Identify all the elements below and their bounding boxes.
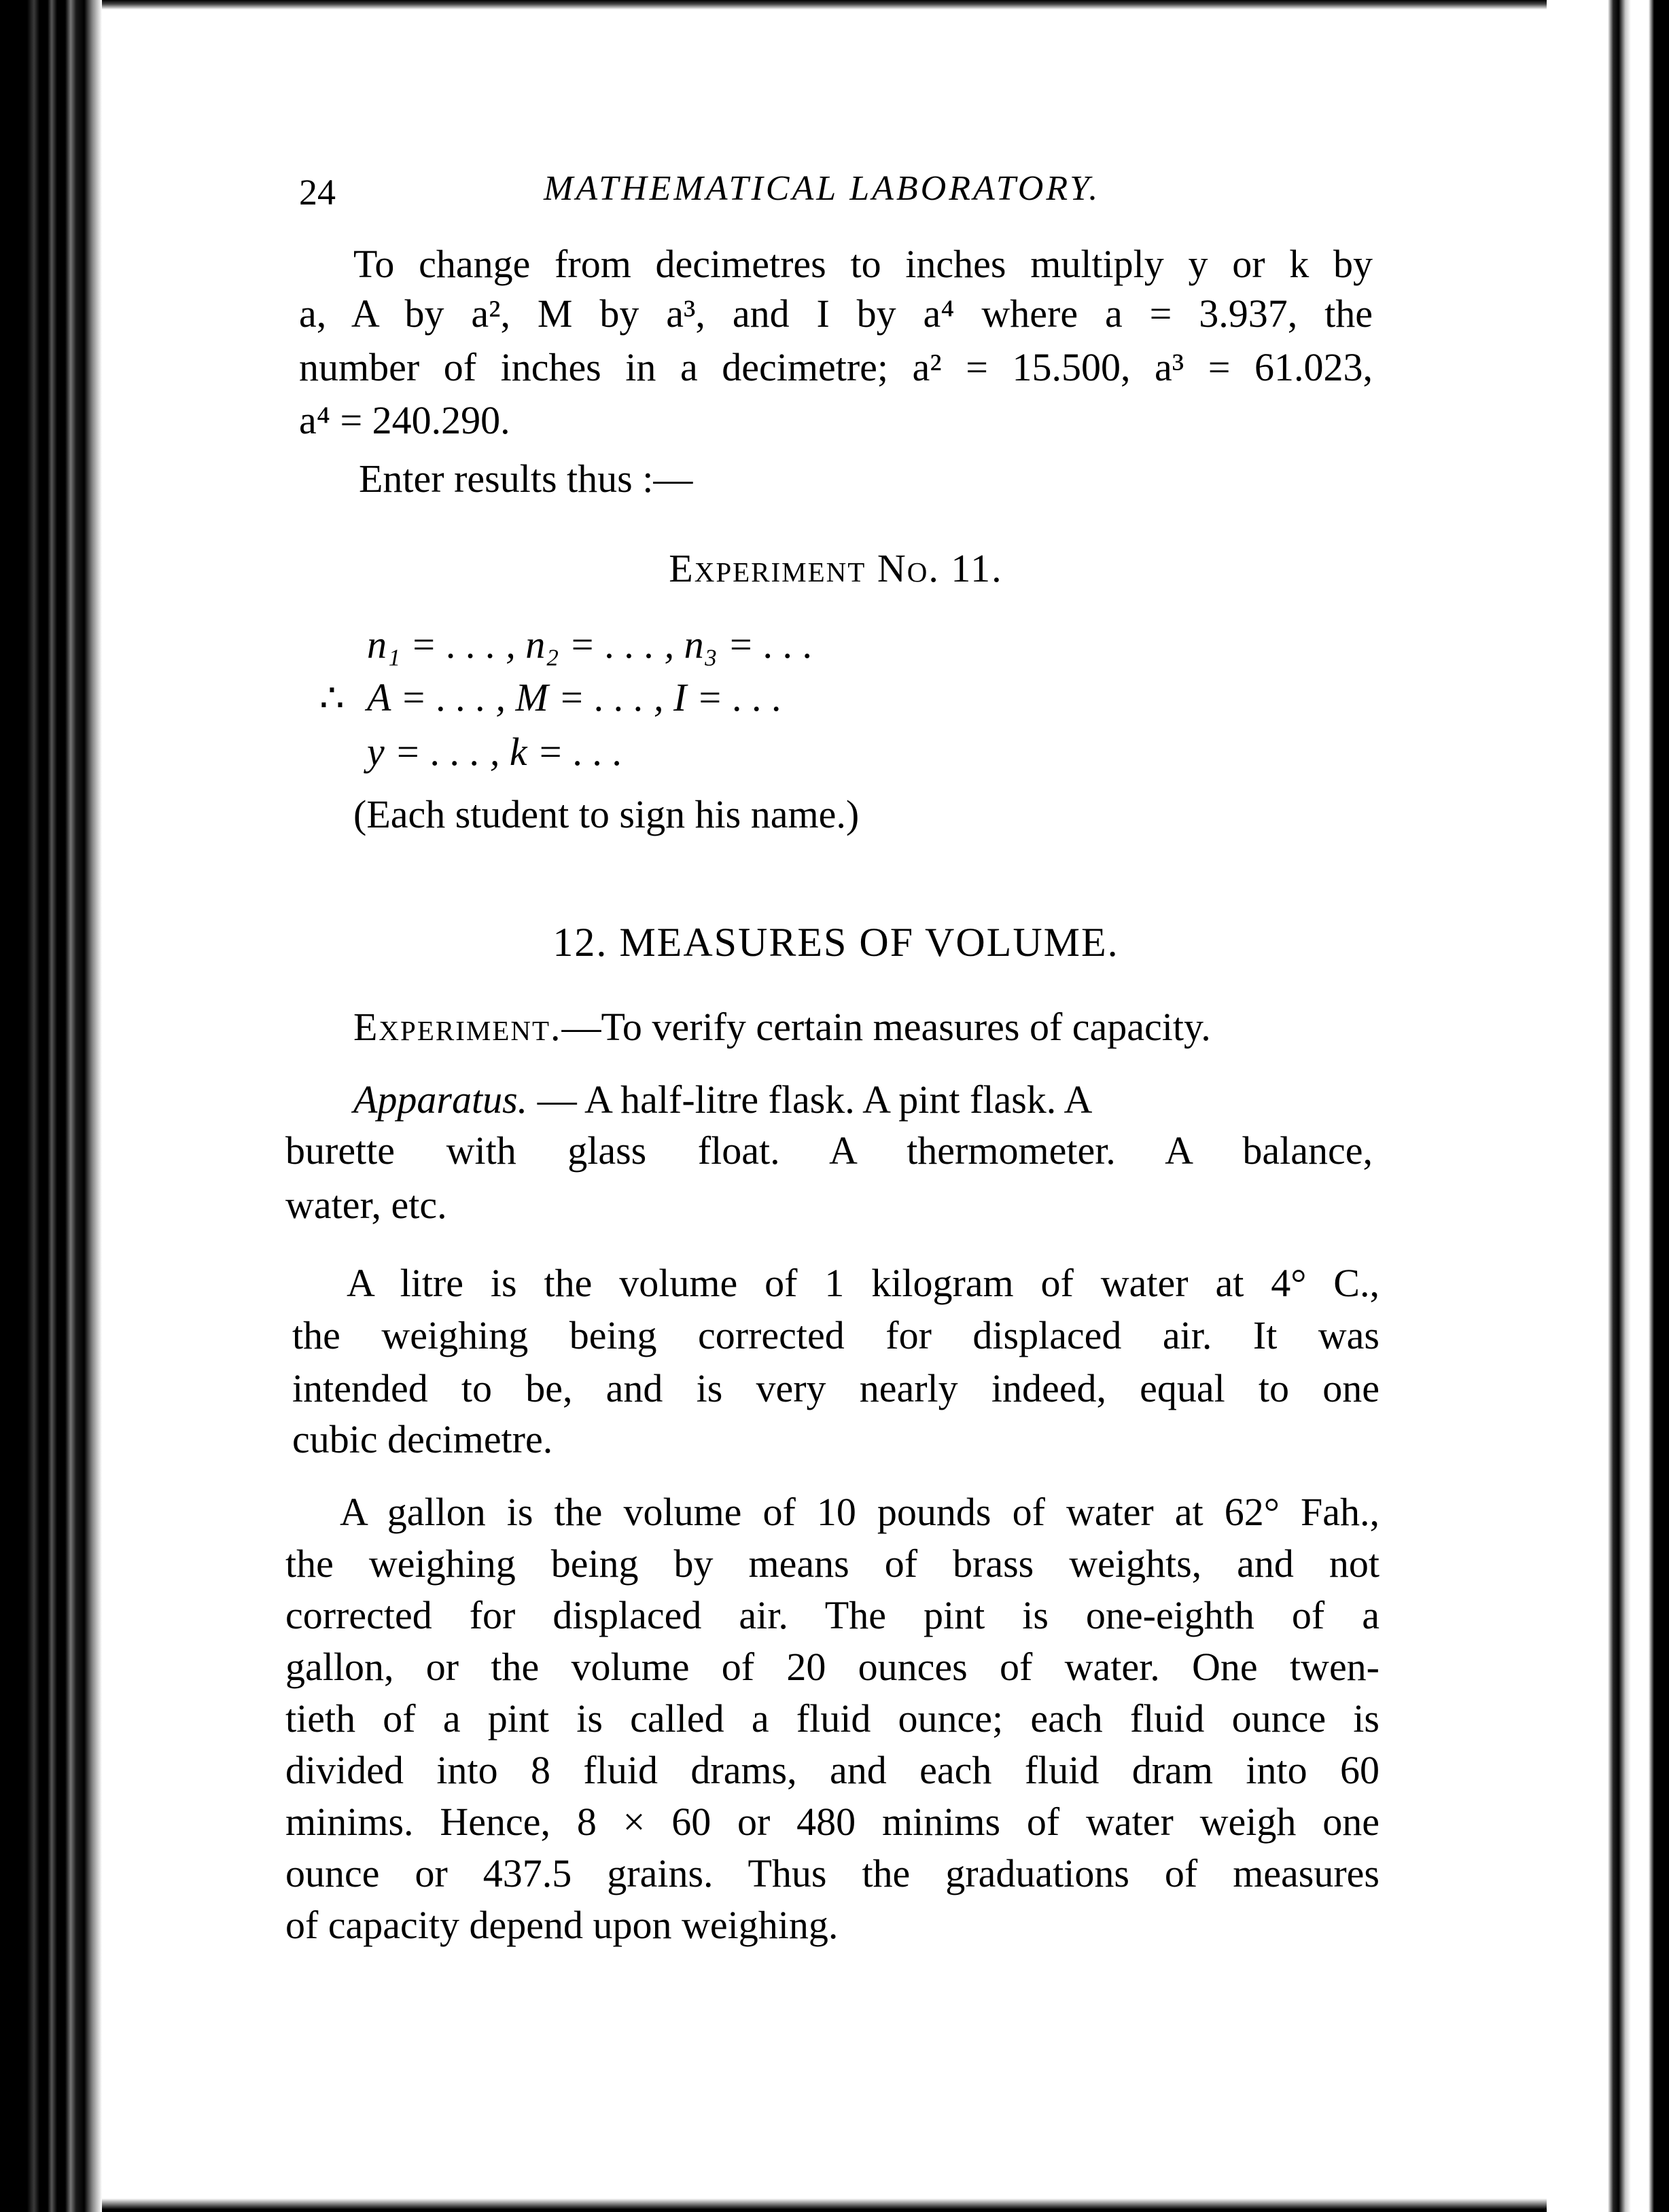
- experiment-heading-row: [299, 546, 1373, 590]
- gallon-line-5: tieth of a pint is called a fluid ounce; each fluid ounce is: [285, 1696, 1380, 1741]
- running-head: MATHEMATICAL LABORATORY.: [544, 169, 1101, 208]
- gallon-line-3: corrected for displaced air. The pint is one-eighth of a: [285, 1593, 1380, 1637]
- experiment-heading: Experiment No. 11.: [669, 546, 1003, 590]
- gallon-line-4: gallon, or the volume of 20 ounces of water. One twen-: [285, 1645, 1380, 1689]
- section-heading-row: [299, 922, 1373, 963]
- section-heading: 12. MEASURES OF VOLUME.: [552, 920, 1119, 965]
- experiment-text: —To verify certain measures of capacity.: [561, 1005, 1211, 1049]
- intro-line-2: a, A by a², M by a³, and I by a⁴ where a = 3.937, the: [299, 291, 1373, 336]
- therefore-symbol: ∴: [319, 676, 345, 720]
- litre-line-3: intended to be, and is very nearly indeed, equal to one: [292, 1366, 1380, 1410]
- gallon-line-1: A gallon is the volume of 10 pounds of water at 62° Fah.,: [340, 1490, 1380, 1534]
- intro-line-1: To change from decimetres to inches multiply y or k by: [353, 242, 1373, 286]
- litre-line-2: the weighing being corrected for displaced air. It was: [292, 1313, 1380, 1357]
- gallon-line-6: divided into 8 fluid drams, and each fluid dram into 60: [285, 1748, 1380, 1792]
- apparatus-label: Apparatus.: [353, 1077, 528, 1122]
- litre-line-4: cubic decimetre.: [292, 1417, 553, 1461]
- equation-row-1: n₁ = . . . , n₂ = . . . , n₃ = . . .: [367, 622, 813, 666]
- gallon-line-9: of capacity depend upon weighing.: [285, 1903, 839, 1947]
- intro-line-4: a⁴ = 240.290.: [299, 398, 510, 442]
- sign-note: (Each student to sign his name.): [353, 792, 860, 836]
- litre-line-1: A litre is the volume of 1 kilogram of water at 4° C.,: [347, 1261, 1380, 1305]
- experiment-label: Experiment.: [353, 1005, 562, 1049]
- book-binding-right-edge: [1547, 0, 1669, 2212]
- experiment-line: [353, 1007, 1427, 1047]
- equation-row-3: y = . . . , k = . . .: [367, 730, 623, 774]
- intro-line-3: number of inches in a decimetre; a² = 15.500, a³ = 61.023,: [299, 345, 1373, 389]
- book-binding-left-edge: [0, 0, 102, 2212]
- apparatus-line-2: burette with glass float. A thermometer. A balance,: [285, 1128, 1373, 1173]
- gallon-line-2: the weighing being by means of brass weights, and not: [285, 1541, 1380, 1586]
- enter-results-text: Enter results thus :—: [359, 457, 693, 501]
- gallon-line-7: minims. Hence, 8 × 60 or 480 minims of water weigh one: [285, 1800, 1380, 1844]
- gallon-line-8: ounce or 437.5 grains. Thus the graduations of measures: [285, 1851, 1380, 1895]
- apparatus-line-3: water, etc.: [285, 1183, 447, 1227]
- equation-row-2: A = . . . , M = . . . , I = . . .: [367, 675, 782, 719]
- apparatus-text-1: — A half-litre flask. A pint flask. A: [537, 1077, 1093, 1122]
- page-body: [285, 0, 1380, 2212]
- apparatus-line-1: [353, 1077, 1373, 1122]
- page-number: 24: [299, 172, 336, 213]
